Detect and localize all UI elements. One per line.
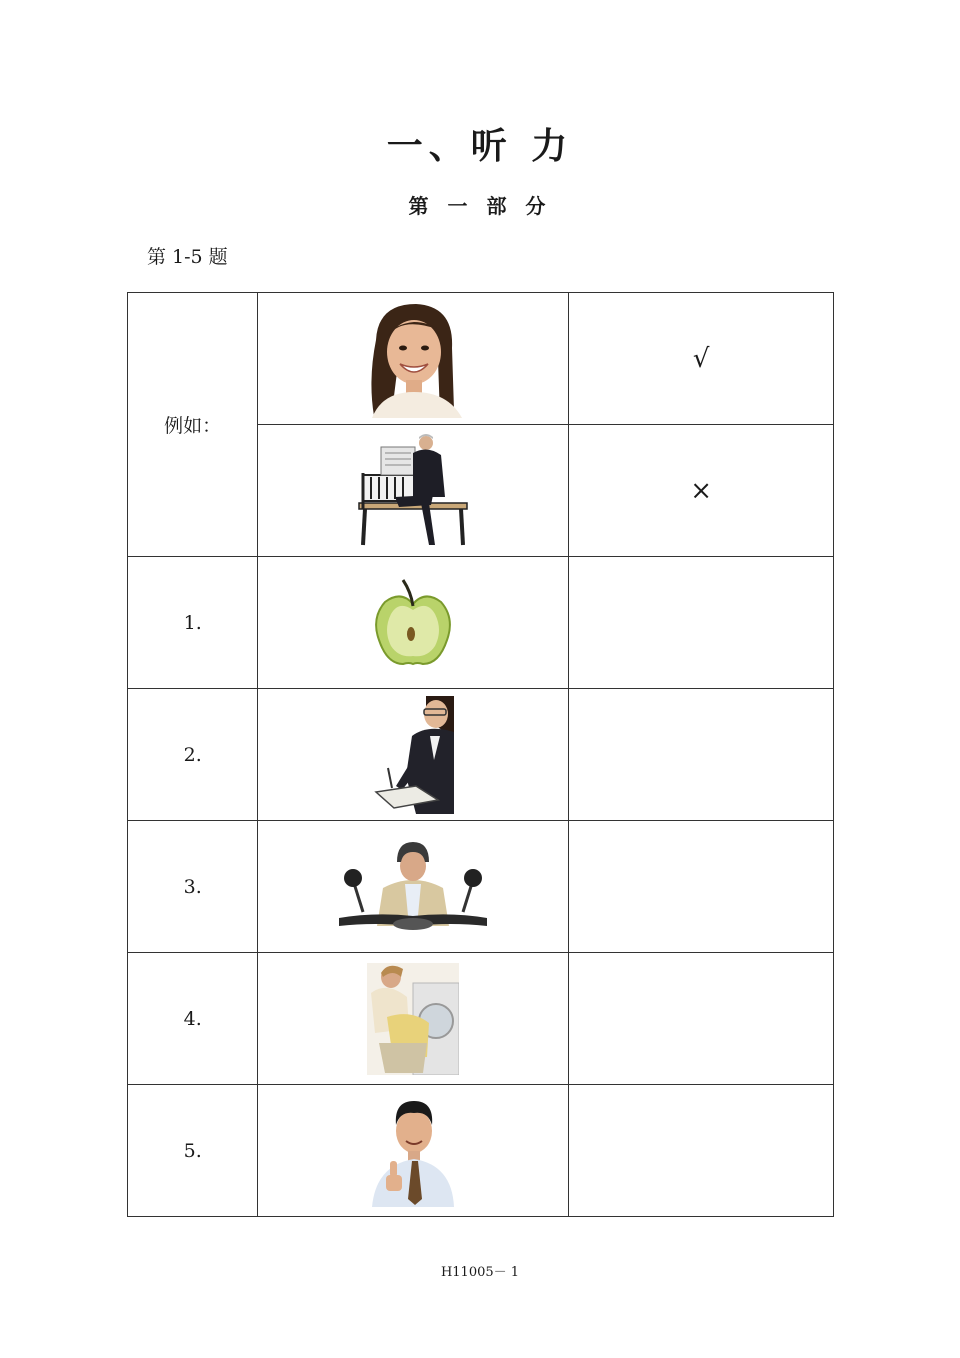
example-label: 例如： [128, 293, 258, 557]
question-number: 3. [128, 821, 258, 953]
question-number: 4. [128, 953, 258, 1085]
picture-cell [258, 953, 569, 1085]
picture-cell [258, 689, 569, 821]
page-footer: H11005－ 1 [440, 1265, 520, 1280]
answer-mark-3[interactable] [569, 821, 834, 953]
picture-cell [258, 1085, 569, 1217]
answer-grid [127, 292, 834, 1217]
picture-cell [258, 425, 569, 557]
answer-mark-5[interactable] [569, 1085, 834, 1217]
question-row-3 [128, 821, 834, 953]
example-mark-2: × [569, 425, 834, 557]
question-number: 1. [128, 557, 258, 689]
question-row-5 [128, 1085, 834, 1217]
picture-cell [258, 293, 569, 425]
man-on-bench-image [355, 433, 471, 549]
question-range: 第 1-5 题 [147, 246, 228, 268]
page-title: 一、听 力 [386, 125, 574, 167]
thumbs-up-man-image [368, 1095, 458, 1207]
smiling-woman-image [358, 300, 468, 418]
question-row-4 [128, 953, 834, 1085]
part-title: 第 一 部 分 [408, 194, 552, 218]
question-number: 5. [128, 1085, 258, 1217]
green-apple-image [373, 578, 453, 668]
answer-mark-2[interactable] [569, 689, 834, 821]
question-number: 2. [128, 689, 258, 821]
picture-cell [258, 821, 569, 953]
woman-laundry-image [367, 963, 459, 1075]
example-mark-1: √ [569, 293, 834, 425]
scooter-rider-image [335, 840, 491, 934]
answer-mark-4[interactable] [569, 953, 834, 1085]
question-row-1 [128, 557, 834, 689]
question-row-2 [128, 689, 834, 821]
woman-writing-image [372, 696, 454, 814]
answer-mark-1[interactable] [569, 557, 834, 689]
picture-cell [258, 557, 569, 689]
example-row-1 [128, 293, 834, 425]
